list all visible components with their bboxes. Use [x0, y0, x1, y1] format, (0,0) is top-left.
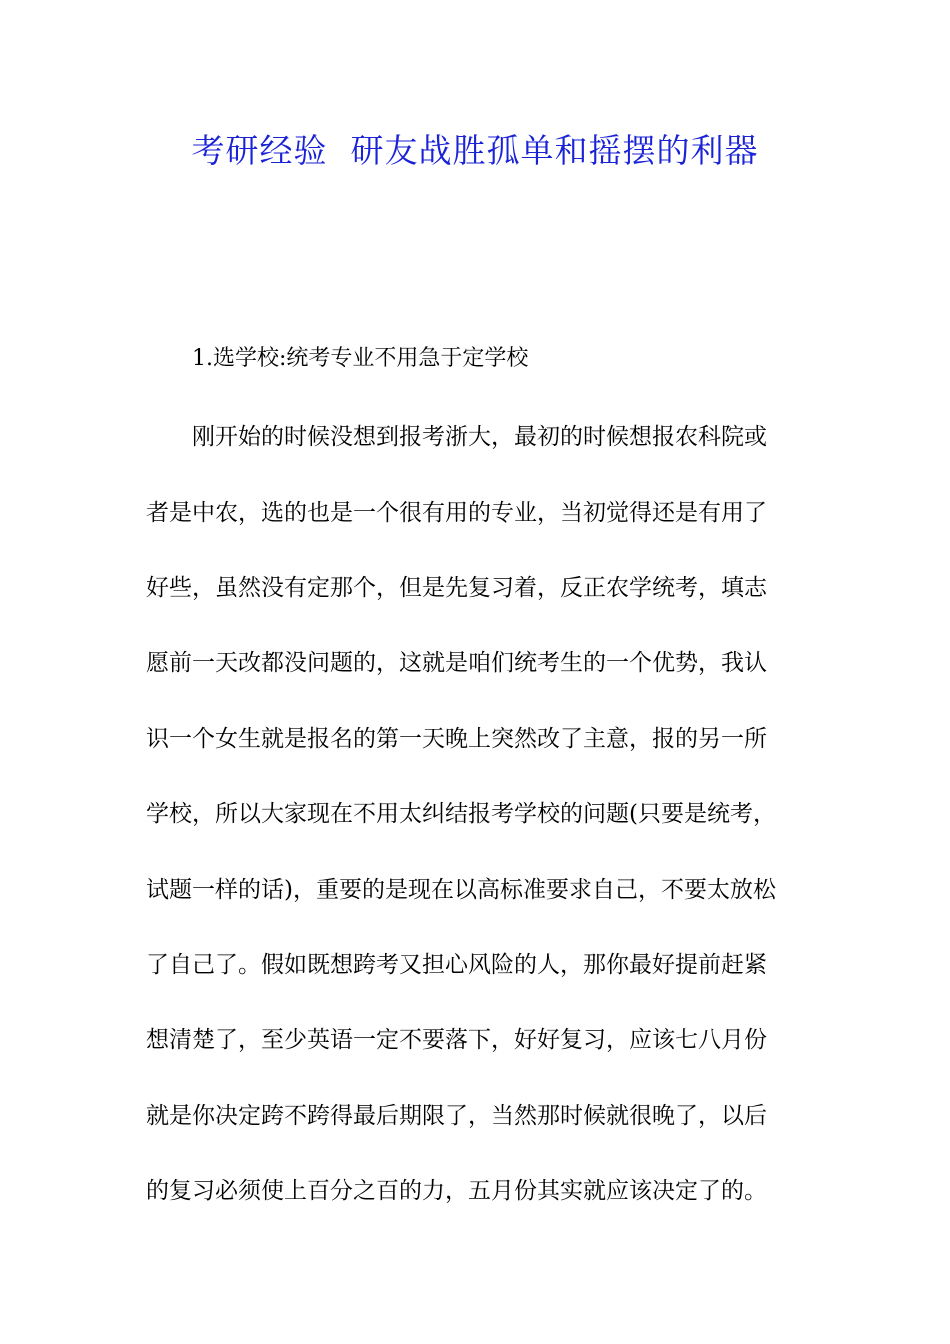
document-title: 考研经验 研友战胜孤单和摇摆的利器 — [191, 131, 759, 170]
paragraph-line: 刚开始的时候没想到报考浙大，最初的时候想报农科院或 — [192, 424, 767, 450]
paragraph-line: 愿前一天改都没问题的，这就是咱们统考生的一个优势，我认 — [146, 650, 767, 676]
paragraph-line: 想清楚了，至少英语一定不要落下，好好复习，应该七八月份 — [146, 1027, 767, 1053]
paragraph-line: 的复习必须使上百分之百的力，五月份其实就应该决定了的。 — [146, 1178, 767, 1204]
paragraph-line: 者是中农，选的也是一个很有用的专业，当初觉得还是有用了 — [146, 500, 767, 526]
section-heading: 1.选学校:统考专业不用急于定学校 — [192, 346, 529, 371]
paragraph-line: 就是你决定跨不跨得最后期限了，当然那时候就很晚了，以后 — [146, 1103, 767, 1129]
paragraph-line: 学校，所以大家现在不用太纠结报考学校的问题(只要是统考， — [146, 801, 776, 827]
paragraph-line: 了自己了。假如既想跨考又担心风险的人，那你最好提前赶紧 — [146, 952, 767, 978]
paragraph-line: 试题一样的话)，重要的是现在以高标准要求自己，不要太放松 — [146, 877, 776, 903]
paragraph-line: 好些，虽然没有定那个，但是先复习着，反正农学统考，填志 — [146, 575, 767, 601]
paragraph-line: 识一个女生就是报名的第一天晚上突然改了主意，报的另一所 — [146, 726, 767, 752]
